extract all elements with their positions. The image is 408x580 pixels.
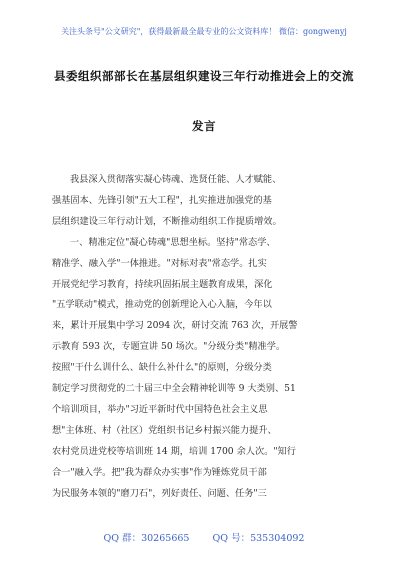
- body-line: 层组织建设三年行动计划，不断推动组织工作提质增效。: [52, 215, 282, 227]
- body-line: 强基固本、先锋引领"五大工程"，扎实推进加强党的基: [52, 194, 272, 206]
- document-body: [52, 170, 360, 505]
- body-line: "五学联动"模式，推动党的创新理论入心入脑，今年以: [52, 299, 272, 311]
- body-line: 为民服务本领的"磨刀石"，列好责任、问题、任务"三: [52, 487, 267, 499]
- document-title-continued: 发言: [192, 119, 216, 133]
- header-banner[interactable]: 关注头条号"公文研究"，获得最新最全最专业的公文资料库！ 微信：gongwenyj: [61, 27, 347, 36]
- body-line: 个培训项目，举办"习近平新时代中国特色社会主义思: [52, 403, 268, 415]
- body-line: 来，累计开展集中学习 2094 次，研讨交流 763 次，开展警: [52, 320, 298, 332]
- body-line: 农村党员进党校等培训班 14 期，培训 1700 余人次。"知行: [52, 445, 296, 457]
- body-line: 一、精准定位"凝心铸魂"思想坐标。坚持"常态学、: [70, 236, 276, 248]
- body-line: 开展党纪学习教育，持续巩固拓展主题教育成果，深化: [52, 278, 273, 290]
- body-line: 我县深入贯彻落实凝心铸魂、选贤任能、人才赋能、: [70, 174, 282, 185]
- document-title: 县委组织部部长在基层组织建设三年行动推进会上的交流: [54, 69, 354, 83]
- footer-qq-group[interactable]: QQ 群：30265665: [103, 533, 190, 544]
- body-line: 合一"融入学。把"我为群众办实事"作为锤炼党员干部: [52, 466, 267, 478]
- footer-contact: [0, 530, 408, 544]
- body-line: 想"主体班、村（社区）党组织书记乡村振兴能力提升、: [52, 424, 277, 436]
- footer-qq-number[interactable]: QQ 号：535304092: [212, 533, 305, 544]
- body-line: 示教育 593 次，专题宣讲 50 场次。"分级分类"精准学。: [52, 341, 286, 353]
- body-line: 按照"干什么训什么、缺什么补什么"的原则，分级分类: [52, 362, 272, 374]
- body-line: 制定学习贯彻党的二十届三中全会精神轮训等 9 大类别、51: [52, 383, 296, 395]
- body-line: 精准学、融入学"一体推进。"对标对表"常态学。扎实: [52, 257, 267, 269]
